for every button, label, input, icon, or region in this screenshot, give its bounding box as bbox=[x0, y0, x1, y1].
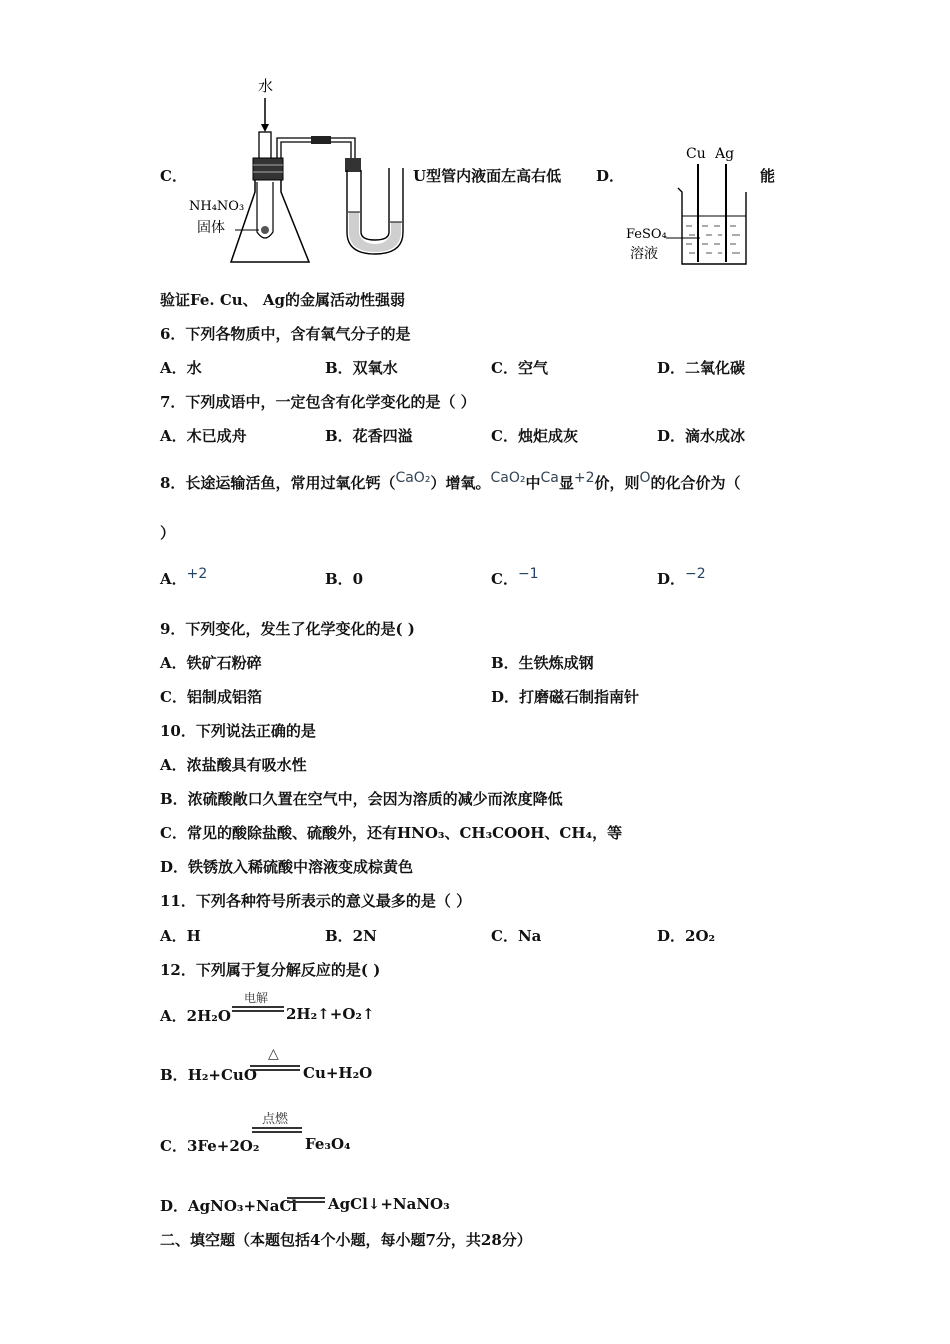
q11-option-c[interactable]: C．Na bbox=[491, 927, 542, 945]
q8-option-a[interactable] bbox=[160, 568, 207, 589]
q12-d-label: D． bbox=[160, 1197, 189, 1215]
q8-formula-ca: Ca bbox=[540, 470, 559, 486]
q8-formula-cao2: CaO₂ bbox=[395, 470, 431, 486]
q12-d-right: AgCl↓+NaNO₃ bbox=[328, 1195, 450, 1213]
q5-fig-solid-label: 固体 bbox=[197, 220, 225, 236]
q12-d-left: AgNO₃+NaCl bbox=[188, 1197, 298, 1215]
q12-a-equals-sign bbox=[232, 1006, 284, 1012]
q8-option-c-value: −1 bbox=[517, 566, 539, 582]
q9-stem: 9．下列变化，发生了化学变化的是( ) bbox=[160, 620, 415, 638]
q8-option-c-label: C． bbox=[491, 570, 518, 588]
section-2-heading: 二、填空题（本题包括4个小题，每小题7分，共28分） bbox=[160, 1231, 532, 1249]
q12-stem: 12．下列属于复分解反应的是( ) bbox=[160, 961, 381, 979]
q8-option-d-value: −2 bbox=[685, 566, 706, 582]
q8-option-a-value: +2 bbox=[186, 566, 208, 582]
q7-option-d[interactable]: D．滴水成冰 bbox=[657, 427, 746, 445]
q5-figure-flask-u-tube bbox=[185, 72, 415, 272]
q10-option-c[interactable]: C．常见的酸除盐酸、硫酸外，还有HNO₃、CH₃COOH、CH₄，等 bbox=[160, 824, 623, 842]
q12-c-label: C． bbox=[160, 1137, 187, 1155]
q11-option-a[interactable]: A．H bbox=[160, 927, 201, 945]
q6-option-b[interactable]: B．双氧水 bbox=[325, 359, 398, 377]
q11-option-b[interactable]: B．2N bbox=[325, 927, 377, 945]
q8-stem-part-c: 中 bbox=[525, 474, 541, 492]
q10-option-b[interactable]: B．浓硫酸敞口久置在空气中，会因为溶质的减少而浓度降低 bbox=[160, 790, 563, 808]
q5-fig-solution-label: FeSO₄ bbox=[626, 227, 667, 242]
q5-fig-cu-label: Cu bbox=[686, 146, 706, 162]
q8-stem-part-b: ）增氧。 bbox=[430, 474, 491, 492]
q12-c-equals-sign bbox=[252, 1127, 302, 1133]
q12-option-d[interactable] bbox=[160, 1195, 297, 1216]
q8-option-d[interactable] bbox=[657, 568, 706, 589]
q12-b-left: H₂+CuO bbox=[187, 1066, 257, 1084]
q10-stem: 10．下列说法正确的是 bbox=[160, 722, 316, 740]
q9-option-b[interactable]: B．生铁炼成钢 bbox=[491, 654, 594, 672]
q12-a-left: 2H₂O bbox=[186, 1007, 231, 1025]
q8-option-b[interactable] bbox=[325, 568, 363, 589]
q7-option-a[interactable]: A．木已成舟 bbox=[160, 427, 247, 445]
q8-formula-plus2: +2 bbox=[573, 470, 595, 486]
q7-stem: 7．下列成语中，一定包含有化学变化的是（ ） bbox=[160, 393, 476, 411]
q8-option-d-label: D． bbox=[657, 570, 686, 588]
q8-stem-part-e: 价，则 bbox=[594, 474, 640, 492]
q8-stem-part-d: 显 bbox=[558, 474, 574, 492]
q5-option-d-note: 能 bbox=[760, 167, 776, 185]
q9-option-a[interactable]: A．铁矿石粉碎 bbox=[160, 654, 262, 672]
q8-stem bbox=[160, 472, 741, 493]
q8-formula-o: O bbox=[639, 470, 651, 486]
q9-option-c[interactable]: C．铝制成铝箔 bbox=[160, 688, 262, 706]
q12-b-condition: △ bbox=[268, 1046, 279, 1062]
q11-stem: 11．下列各种符号所表示的意义最多的是（ ） bbox=[160, 892, 472, 910]
q6-option-d[interactable]: D．二氧化碳 bbox=[657, 359, 746, 377]
q6-stem: 6．下列各物质中，含有氧气分子的是 bbox=[160, 325, 411, 343]
q12-a-right: 2H₂↑+O₂↑ bbox=[286, 1005, 375, 1023]
q5-option-d-continuation: 验证Fe. Cu、 Ag的金属活动性强弱 bbox=[160, 291, 406, 309]
q12-c-left: 3Fe+2O₂ bbox=[186, 1137, 260, 1155]
q11-option-d[interactable]: D．2O₂ bbox=[657, 927, 716, 945]
q12-c-condition: 点燃 bbox=[262, 1112, 289, 1127]
q8-formula-cao2-2: CaO₂ bbox=[490, 470, 526, 486]
q5-fig-ag-label: Ag bbox=[715, 146, 735, 162]
q10-option-d[interactable]: D．铁锈放入稀硫酸中溶液变成棕黄色 bbox=[160, 858, 414, 876]
q5-figure-beaker-electrodes bbox=[622, 140, 752, 270]
q10-option-a[interactable]: A．浓盐酸具有吸水性 bbox=[160, 756, 307, 774]
q12-b-label: B． bbox=[160, 1066, 188, 1084]
q12-b-equals-sign bbox=[250, 1065, 300, 1071]
q8-stem-part-f: 的化合价为（ bbox=[650, 474, 741, 492]
q8-option-b-label: B．0 bbox=[325, 570, 364, 588]
q6-option-a[interactable]: A．水 bbox=[160, 359, 202, 377]
q12-a-condition: 电解 bbox=[244, 991, 269, 1005]
q8-stem-part-a: 8．长途运输活鱼，常用过氧化钙（ bbox=[160, 474, 396, 492]
q5-option-c-note: U型管内液面左高右低 bbox=[413, 167, 562, 185]
q12-b-right: Cu+H₂O bbox=[303, 1064, 373, 1082]
q6-option-c[interactable]: C．空气 bbox=[491, 359, 548, 377]
q12-d-equals-sign bbox=[287, 1197, 325, 1203]
q5-fig-solution-label-2: 溶液 bbox=[630, 246, 658, 262]
q8-option-a-label: A． bbox=[160, 570, 187, 588]
q5-option-c-label: C． bbox=[160, 167, 187, 185]
q12-a-label: A． bbox=[160, 1007, 187, 1025]
q12-option-b[interactable] bbox=[160, 1064, 257, 1085]
q7-option-c[interactable]: C．烛炬成灰 bbox=[491, 427, 578, 445]
q5-option-d-label: D． bbox=[596, 167, 625, 185]
q8-stem-close: ） bbox=[160, 524, 176, 542]
q9-option-d[interactable]: D．打磨磁石制指南针 bbox=[491, 688, 640, 706]
q12-option-a[interactable] bbox=[160, 1005, 231, 1026]
q8-option-c[interactable] bbox=[491, 568, 539, 589]
q12-option-c[interactable] bbox=[160, 1135, 259, 1156]
q12-c-right: Fe₃O₄ bbox=[305, 1135, 351, 1153]
q5-fig-water-label: 水 bbox=[258, 77, 274, 95]
q5-fig-reagent-label: NH₄NO₃ bbox=[189, 199, 245, 214]
q7-option-b[interactable]: B．花香四溢 bbox=[325, 427, 413, 445]
